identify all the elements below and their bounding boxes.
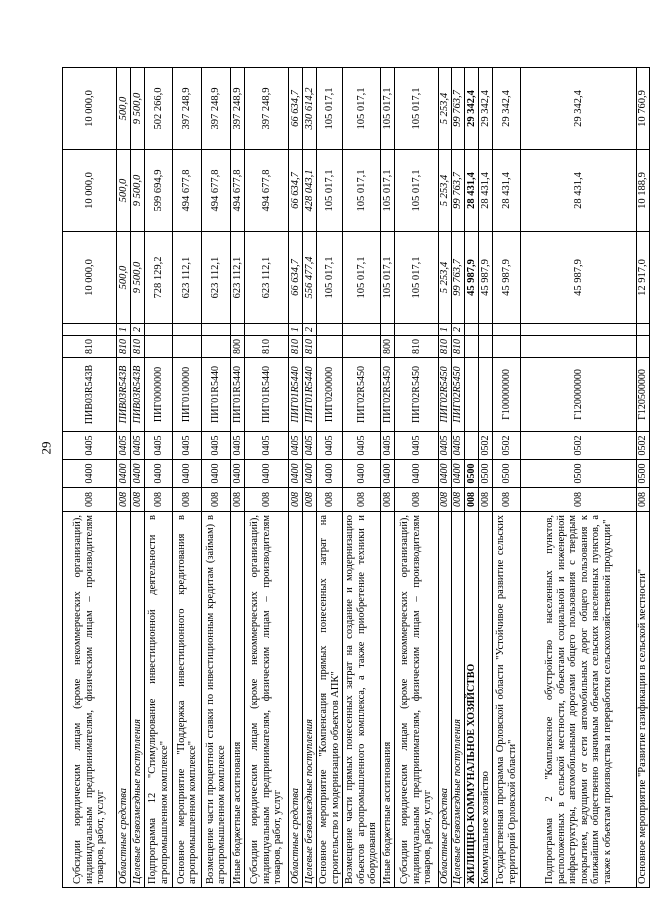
amount-year-1: 10 000,0 [63,232,117,324]
funding-source-code [145,324,173,336]
row-name: Областные средства [289,512,303,888]
funding-source-code [395,324,439,336]
amount-year-3: 9 500,0 [131,68,145,150]
amount-year-3: 105 017,1 [381,68,395,150]
grbs-code: 008 [343,488,381,512]
subsection-code: 0405 [317,432,343,460]
amount-year-2: 428 043,1 [303,150,317,232]
target-article-code: ПИГ02R5450 [381,358,395,432]
section-code: 0400 [173,460,202,488]
section-code: 0400 [439,460,452,488]
amount-year-2: 105 017,1 [343,150,381,232]
row-name: Субсидии юридическим лицам (кроме некоммерческих организаций), индивидуальным предпринимателям, физическим лицам – производителям товаров, работ, услуг [395,512,439,888]
funding-source-code [479,324,493,336]
target-article-code: ПИГ01R5440 [202,358,231,432]
amount-year-3: 29 342,4 [493,68,521,150]
funding-source-code [637,324,650,336]
section-code: 0500 [493,460,521,488]
amount-year-1: 105 017,1 [317,232,343,324]
funding-source-code: 2 [303,324,317,336]
subsection-code: 0405 [131,432,145,460]
amount-year-1: 623 112,1 [173,232,202,324]
expense-type-code [479,336,493,358]
budget-table [62,67,650,888]
funding-source-code [245,324,289,336]
row-name: Целевые безвозмездные поступления [131,512,145,888]
target-article-code: ПИГ0200000 [317,358,343,432]
expense-type-code: 810 [289,336,303,358]
subsection-code: 0405 [395,432,439,460]
table-row [343,68,381,888]
amount-year-2: 494 677,8 [173,150,202,232]
row-name: Субсидии юридическим лицам (кроме некоммерческих организаций), индивидуальным предпринимателям, физическим лицам – производителям товаров, работ, услуг [245,512,289,888]
amount-year-3: 330 614,2 [303,68,317,150]
table-row [381,68,395,888]
target-article-code [465,358,479,432]
target-article-code: ПИГ01R5440 [231,358,245,432]
amount-year-3: 397 248,9 [202,68,231,150]
subsection-code: 0405 [381,432,395,460]
grbs-code: 008 [381,488,395,512]
expense-type-code: 810 [439,336,452,358]
row-name: ЖИЛИЩНО-КОММУНАЛЬНОЕ ХОЗЯЙСТВО [465,512,479,888]
row-name: Областные средства [439,512,452,888]
funding-source-code: 2 [452,324,465,336]
amount-year-1: 623 112,1 [245,232,289,324]
grbs-code: 008 [395,488,439,512]
subsection-code: 0502 [521,432,637,460]
amount-year-3: 99 763,7 [452,68,465,150]
subsection-code: 0405 [289,432,303,460]
funding-source-code [202,324,231,336]
expense-type-code [317,336,343,358]
expense-type-code [202,336,231,358]
grbs-code: 008 [479,488,493,512]
grbs-code: 008 [439,488,452,512]
amount-year-2: 599 694,9 [145,150,173,232]
amount-year-3: 105 017,1 [395,68,439,150]
amount-year-3: 10 000,0 [63,68,117,150]
expense-type-code: 810 [395,336,439,358]
expense-type-code: 800 [231,336,245,358]
section-code: 0400 [231,460,245,488]
grbs-code: 008 [245,488,289,512]
expense-type-code [343,336,381,358]
row-name: Коммунальное хозяйство [479,512,493,888]
amount-year-1: 45 987,9 [521,232,637,324]
page-number: 29 [38,441,54,455]
target-article-code: ПИГ0000000 [145,358,173,432]
grbs-code: 008 [202,488,231,512]
section-code: 0500 [479,460,493,488]
table-row [173,68,202,888]
amount-year-2: 9 500,0 [131,150,145,232]
table-row [202,68,231,888]
amount-year-2: 28 431,4 [521,150,637,232]
section-code: 0400 [452,460,465,488]
grbs-code: 008 [145,488,173,512]
subsection-code: 0405 [452,432,465,460]
amount-year-3: 397 248,9 [231,68,245,150]
section-code: 0500 [637,460,650,488]
target-article-code: ПИВ03R543В [131,358,145,432]
subsection-code: 0405 [63,432,117,460]
row-name: Основное мероприятие "Поддержка инвестиционного кредитования в агропромышленном комплексе" [173,512,202,888]
expense-type-code [521,336,637,358]
section-code: 0400 [117,460,131,488]
amount-year-2: 500,0 [117,150,131,232]
table-row [493,68,521,888]
table-row [395,68,439,888]
amount-year-3: 29 342,4 [479,68,493,150]
expense-type-code: 810 [63,336,117,358]
table-row [231,68,245,888]
expense-type-code: 800 [381,336,395,358]
funding-source-code [173,324,202,336]
target-article-code: ПИГ02R5450 [343,358,381,432]
expense-type-code: 810 [245,336,289,358]
grbs-code: 008 [231,488,245,512]
grbs-code: 008 [63,488,117,512]
amount-year-2: 66 634,7 [289,150,303,232]
amount-year-1: 500,0 [117,232,131,324]
subsection-code: 0502 [493,432,521,460]
amount-year-3: 500,0 [117,68,131,150]
grbs-code: 008 [521,488,637,512]
section-code: 0400 [63,460,117,488]
table-row [145,68,173,888]
amount-year-1: 105 017,1 [381,232,395,324]
target-article-code: ПИГ02R5450 [452,358,465,432]
table-row [452,68,465,888]
grbs-code: 008 [317,488,343,512]
table-row [303,68,317,888]
section-code: 0400 [289,460,303,488]
expense-type-code: 810 [303,336,317,358]
table-row [63,68,117,888]
amount-year-1: 9 500,0 [131,232,145,324]
subsection-code: 0405 [202,432,231,460]
subsection-code: 0405 [117,432,131,460]
grbs-code: 008 [289,488,303,512]
table-row [245,68,289,888]
amount-year-3: 10 760,9 [637,68,650,150]
section-code: 0400 [317,460,343,488]
amount-year-1: 623 112,1 [202,232,231,324]
grbs-code: 008 [465,488,479,512]
subsection-code: 0405 [145,432,173,460]
funding-source-code: 1 [439,324,452,336]
grbs-code: 008 [117,488,131,512]
expense-type-code [173,336,202,358]
section-code: 0400 [395,460,439,488]
row-name: Областные средства [117,512,131,888]
grbs-code: 008 [493,488,521,512]
subsection-code: 0502 [479,432,493,460]
amount-year-2: 105 017,1 [381,150,395,232]
amount-year-1: 105 017,1 [343,232,381,324]
row-name: Основное мероприятие "Компенсация прямых понесенных затрат на строительство и модернизацию объектов АПК" [317,512,343,888]
grbs-code: 008 [303,488,317,512]
section-code: 0400 [381,460,395,488]
row-name: Подпрограмма 12 "Стимулирование инвестиционной деятельности в агропромышленном комплексе" [145,512,173,888]
grbs-code: 008 [637,488,650,512]
subsection-code: 0502 [637,432,650,460]
expense-type-code [493,336,521,358]
section-code: 0500 [521,460,637,488]
amount-year-3: 105 017,1 [343,68,381,150]
amount-year-3: 29 342,4 [521,68,637,150]
amount-year-2: 28 431,4 [465,150,479,232]
table-row [289,68,303,888]
target-article-code: ПИВ03R543В [117,358,131,432]
amount-year-1: 556 477,4 [303,232,317,324]
row-name: Государственная программа Орловской области "Устойчивое развитие сельских территорий Орловской области" [493,512,521,888]
expense-type-code [145,336,173,358]
amount-year-2: 494 677,8 [202,150,231,232]
amount-year-2: 10 188,9 [637,150,650,232]
amount-year-2: 28 431,4 [479,150,493,232]
funding-source-code: 1 [117,324,131,336]
target-article-code: ПИВ03R543В [63,358,117,432]
amount-year-2: 10 000,0 [63,150,117,232]
section-code: 0500 [465,460,479,488]
target-article-code: Г120000000 [521,358,637,432]
table-row [317,68,343,888]
table-row [521,68,637,888]
row-name: Иные бюджетные ассигнования [381,512,395,888]
grbs-code: 008 [131,488,145,512]
funding-source-code [63,324,117,336]
funding-source-code [521,324,637,336]
target-article-code: ПИГ01R5440 [303,358,317,432]
funding-source-code [343,324,381,336]
funding-source-code [317,324,343,336]
subsection-code: 0405 [231,432,245,460]
row-name: Возмещение части процентной ставки по инвестиционным кредитам (займам) в агропромышленном комплексе [202,512,231,888]
subsection-code: 0405 [343,432,381,460]
amount-year-3: 66 634,7 [289,68,303,150]
table-body [63,68,650,888]
amount-year-3: 502 266,0 [145,68,173,150]
grbs-code: 008 [173,488,202,512]
amount-year-1: 66 634,7 [289,232,303,324]
subsection-code: 0405 [245,432,289,460]
funding-source-code [231,324,245,336]
target-article-code: ПИГ01R5440 [245,358,289,432]
target-article-code: Г120500000 [637,358,650,432]
amount-year-3: 29 342,4 [465,68,479,150]
grbs-code: 008 [452,488,465,512]
funding-source-code: 1 [289,324,303,336]
table-row [117,68,131,888]
section-code: 0400 [145,460,173,488]
amount-year-3: 397 248,9 [173,68,202,150]
rotated-page [62,68,648,888]
expense-type-code: 810 [452,336,465,358]
expense-type-code [465,336,479,358]
amount-year-1: 5 253,4 [439,232,452,324]
target-article-code: ПИГ01R5440 [289,358,303,432]
amount-year-2: 494 677,8 [245,150,289,232]
table-row [479,68,493,888]
amount-year-2: 5 253,4 [439,150,452,232]
table-row [637,68,650,888]
target-article-code [479,358,493,432]
funding-source-code [493,324,521,336]
row-name: Возмещение части прямых понесенных затрат на создание и модернизацию объектов агропромышленного комплекса, а также приобретение техники и оборудования [343,512,381,888]
section-code: 0400 [131,460,145,488]
amount-year-2: 105 017,1 [317,150,343,232]
target-article-code: ПИГ0100000 [173,358,202,432]
subsection-code: 0405 [439,432,452,460]
row-name: Основное мероприятие "Развитие газификации в сельской местности" [637,512,650,888]
expense-type-code: 810 [131,336,145,358]
subsection-code: 0405 [173,432,202,460]
table-row [131,68,145,888]
target-article-code: ПИГ02R5450 [395,358,439,432]
table-row [465,68,479,888]
amount-year-1: 45 987,9 [479,232,493,324]
amount-year-2: 99 763,7 [452,150,465,232]
amount-year-2: 494 677,8 [231,150,245,232]
section-code: 0400 [245,460,289,488]
funding-source-code [465,324,479,336]
amount-year-1: 45 987,9 [465,232,479,324]
amount-year-2: 105 017,1 [395,150,439,232]
row-name: Субсидии юридическим лицам (кроме некоммерческих организаций), индивидуальным предпринимателям, физическим лицам – производителям товаров, работ, услуг [63,512,117,888]
amount-year-1: 45 987,9 [493,232,521,324]
expense-type-code: 810 [117,336,131,358]
amount-year-1: 728 129,2 [145,232,173,324]
funding-source-code: 2 [131,324,145,336]
subsection-code: 0405 [303,432,317,460]
amount-year-3: 397 248,9 [245,68,289,150]
subsection-code [465,432,479,460]
amount-year-3: 5 253,4 [439,68,452,150]
table-row [439,68,452,888]
amount-year-2: 28 431,4 [493,150,521,232]
amount-year-1: 105 017,1 [395,232,439,324]
amount-year-1: 623 112,1 [231,232,245,324]
section-code: 0400 [202,460,231,488]
section-code: 0400 [343,460,381,488]
row-name: Иные бюджетные ассигнования [231,512,245,888]
amount-year-3: 105 017,1 [317,68,343,150]
funding-source-code [381,324,395,336]
amount-year-1: 12 917,0 [637,232,650,324]
target-article-code: ПИГ02R5450 [439,358,452,432]
amount-year-1: 99 763,7 [452,232,465,324]
section-code: 0400 [303,460,317,488]
row-name: Целевые безвозмездные поступления [303,512,317,888]
expense-type-code [637,336,650,358]
target-article-code: Г100000000 [493,358,521,432]
row-name: Подпрограмма 2 "Комплексное обустройство населенных пунктов, расположенных в сельской местности, объектами социальной и инженерной инфраструктуры, автомобильными дорогами общего пользования с твердым покрытием, ведущими от сети автомобильных дорог общего пользования к ближайшим общественно значимым объектам сельских населенных пунктов, а также к объектам производства и переработки сельскохозяйственной продукции" [521,512,637,888]
row-name: Целевые безвозмездные поступления [452,512,465,888]
